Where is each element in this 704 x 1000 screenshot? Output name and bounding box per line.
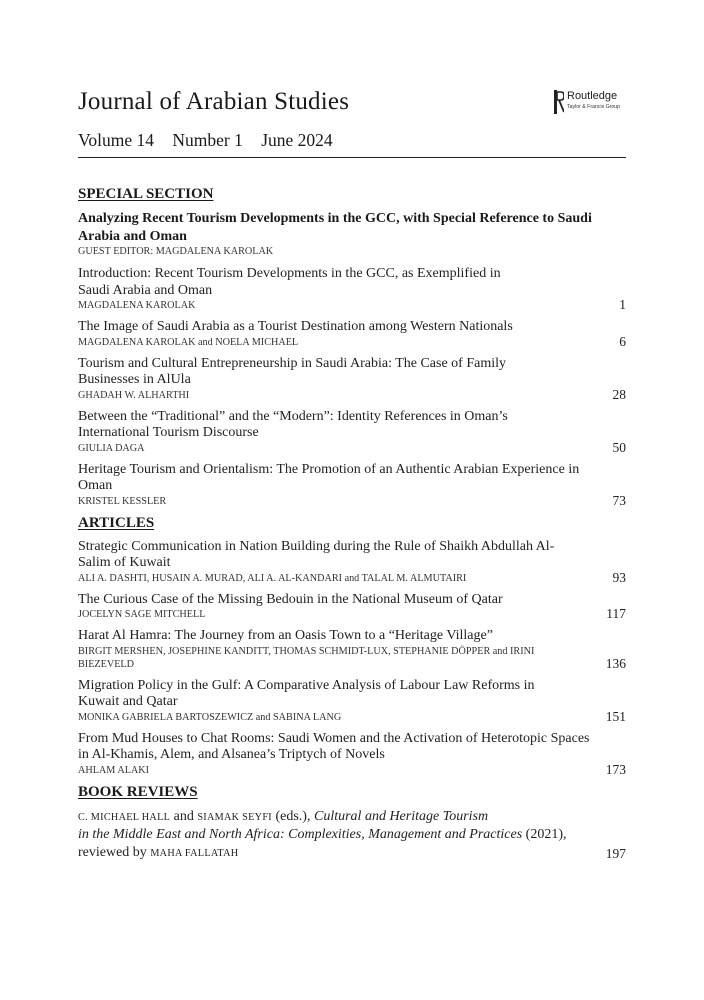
entry-authors: KRISTEL KESSLER <box>78 495 167 507</box>
review-conjunction: and <box>173 808 194 824</box>
entry-authors: AHLAM ALAKI <box>78 764 150 776</box>
review-book-title: in the Middle East and North Africa: Complexities, Management and Practices <box>78 827 523 842</box>
entry-title: Migration Policy in the Gulf: A Comparative Analysis of Labour Law Reforms in Kuwait and Qatar <box>78 677 535 709</box>
book-review-entry[interactable] <box>78 808 626 863</box>
toc-entry[interactable] <box>78 266 626 312</box>
entry-page-number: 136 <box>605 655 626 671</box>
reviewed-by-label: reviewed by <box>78 844 147 860</box>
entry-title: From Mud Houses to Chat Rooms: Saudi Women and the Activation of Heterotopic Spaces in Al-Khamis, Alem, and Alsanea’s Triptych of Novels <box>78 730 590 762</box>
issue-line <box>78 130 347 151</box>
entry-page-number: 28 <box>612 386 626 402</box>
entry-authors: BIRGIT MERSHEN, JOSEPHINE KANDITT, THOMAS SCHMIDT-LUX, STEPHANIE DÖPPER and IRINI BIEZEVELD <box>78 645 535 670</box>
toc-entry[interactable] <box>78 319 626 349</box>
volume-label: Volume 14 <box>78 130 154 150</box>
entry-title: Strategic Communication in Nation Building during the Rule of Shaikh Abdullah Al-Salim of Kuwait <box>78 538 555 570</box>
entry-page-number: 50 <box>612 439 626 455</box>
review-book-title: Cultural and Heritage Tourism <box>313 808 489 824</box>
special-section-heading: SPECIAL SECTION <box>78 186 214 202</box>
entry-title: Harat Al Hamra: The Journey from an Oasis Town to a “Heritage Village” <box>78 628 493 643</box>
toc-entry[interactable] <box>78 628 626 671</box>
entry-title: The Image of Saudi Arabia as a Tourist Destination among Western Nationals <box>78 319 513 334</box>
articles-heading: ARTICLES <box>78 514 155 531</box>
toc-entry[interactable] <box>78 356 626 402</box>
toc-entry[interactable] <box>78 462 626 508</box>
review-eds: (eds.), <box>275 808 311 824</box>
table-of-contents <box>78 186 626 862</box>
review-author: SIAMAK SEYFI <box>197 811 272 823</box>
journal-title: Journal of Arabian Studies <box>78 88 350 115</box>
routledge-logo-icon <box>554 90 564 114</box>
entry-page-number: 117 <box>606 606 626 621</box>
guest-editor: GUEST EDITOR: MAGDALENA KAROLAK <box>78 246 274 257</box>
publisher-group: Taylor & Francis Group <box>567 104 621 110</box>
review-year: (2021), <box>525 827 567 842</box>
entry-page-number: 93 <box>612 569 626 585</box>
entry-title: Introduction: Recent Tourism Developments in the GCC, as Exemplified in Saudi Arabia and Oman <box>78 266 501 298</box>
review-author: C. MICHAEL HALL <box>78 811 171 823</box>
entry-page-number: 173 <box>605 761 626 777</box>
entry-authors: GIULIA DAGA <box>78 442 145 454</box>
issue-date: June 2024 <box>261 130 333 150</box>
entry-authors: MONIKA GABRIELA BARTOSZEWICZ and SABINA LANG <box>78 711 342 723</box>
entry-title: Heritage Tourism and Orientalism: The Promotion of an Authentic Arabian Experience in Oman <box>78 461 580 493</box>
entry-authors: JOCELYN SAGE MITCHELL <box>78 609 206 620</box>
entry-authors: ALI A. DASHTI, HUSAIN A. MURAD, ALI A. AL-KANDARI and TALAL M. ALMUTAIRI <box>78 572 467 584</box>
entry-authors: MAGDALENA KAROLAK <box>78 300 196 311</box>
publisher-name: Routledge <box>567 90 618 102</box>
entry-page-number: 197 <box>605 846 626 861</box>
toc-entry[interactable] <box>78 731 626 777</box>
entry-page-number: 1 <box>619 297 626 312</box>
entry-authors: GHADAH W. ALHARTHI <box>78 389 190 401</box>
entry-title: The Curious Case of the Missing Bedouin in the National Museum of Qatar <box>78 591 503 607</box>
toc-entry[interactable] <box>78 409 626 455</box>
entry-page-number: 151 <box>605 708 626 724</box>
header-rule <box>78 157 626 158</box>
entry-page-number: 6 <box>619 333 626 349</box>
number-label: Number 1 <box>172 130 243 150</box>
book-reviews-heading: BOOK REVIEWS <box>78 783 198 800</box>
toc-entry[interactable] <box>78 539 626 585</box>
toc-entry[interactable] <box>78 592 626 622</box>
entry-title: Tourism and Cultural Entrepreneurship in Saudi Arabia: The Case of Family Businesses in AlUla <box>78 355 507 387</box>
special-section-title: Analyzing Recent Tourism Developments in the GCC, with Special Reference to Saudi Arabia and Oman <box>78 211 592 244</box>
entry-authors: MAGDALENA KAROLAK and NOELA MICHAEL <box>78 336 299 348</box>
toc-entry[interactable] <box>78 678 626 724</box>
reviewer-name: MAHA FALLATAH <box>150 847 239 859</box>
entry-title: Between the “Traditional” and the “Modern”: Identity References in Oman’s International Tourism Discourse <box>78 408 508 440</box>
entry-page-number: 73 <box>612 492 626 508</box>
